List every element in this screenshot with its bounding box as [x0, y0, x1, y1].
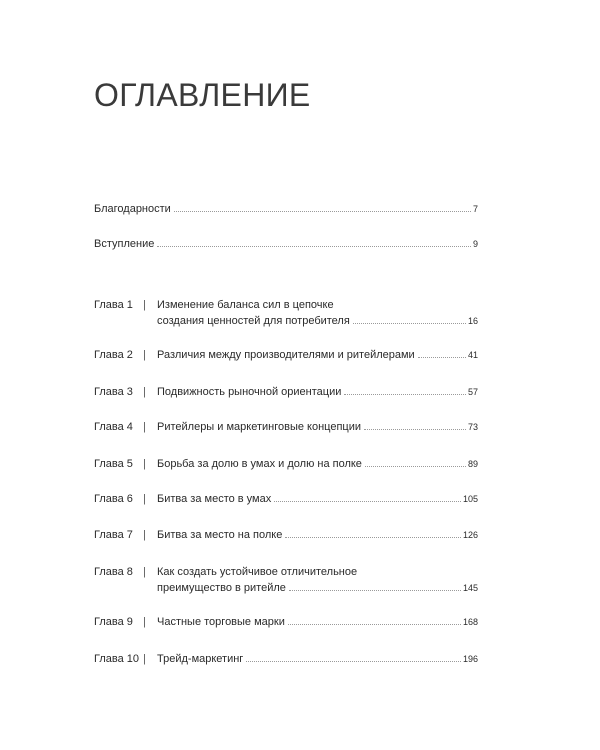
dot-leader [246, 661, 461, 662]
toc-page-number: 9 [472, 239, 478, 249]
chapter-separator: | [143, 616, 146, 628]
chapter-separator: | [143, 299, 146, 311]
dot-leader [353, 323, 466, 324]
chapter-title-row [157, 491, 478, 507]
dot-leader [365, 466, 466, 467]
toc-page-number: 196 [462, 654, 478, 664]
chapter-title-row [157, 313, 478, 329]
dot-leader [157, 246, 471, 247]
toc-page-number: 41 [467, 350, 478, 360]
toc-page-number: 89 [467, 459, 478, 469]
dot-leader [274, 501, 461, 502]
toc-entry-text: Вступление [94, 238, 155, 250]
dot-leader [288, 624, 461, 625]
chapter-title: Подвижность рыночной ориентации [157, 386, 342, 398]
chapter-title: Частные торговые марки [157, 616, 285, 628]
chapter-label: Глава 7 [94, 529, 133, 541]
chapter-label: Глава 9 [94, 616, 133, 628]
chapter-label: Глава 8 [94, 566, 133, 578]
toc-page-number: 73 [467, 422, 478, 432]
chapter-title: Различия между производителями и ритейлерами [157, 349, 415, 361]
page-title: ОГЛАВЛЕНИЕ [94, 77, 311, 113]
toc-page-number: 105 [462, 494, 478, 504]
toc-page-number: 168 [462, 617, 478, 627]
chapter-separator: | [143, 349, 146, 361]
toc-entry-text: Благодарности [94, 203, 171, 215]
toc-page-number: 16 [467, 316, 478, 326]
toc-page-number: 126 [462, 530, 478, 540]
toc-entry-introduction[interactable] [94, 236, 478, 252]
dot-leader [174, 211, 471, 212]
chapter-separator: | [143, 421, 146, 433]
toc-page-number: 57 [467, 387, 478, 397]
chapter-label: Глава 6 [94, 493, 133, 505]
chapter-label: Глава 3 [94, 386, 133, 398]
chapter-separator: | [143, 493, 146, 505]
chapter-title-row [157, 419, 478, 435]
chapter-separator: | [143, 566, 146, 578]
chapter-separator: | [143, 653, 146, 665]
chapter-separator: | [143, 529, 146, 541]
dot-leader [285, 537, 461, 538]
chapter-title-line1: Как создать устойчивое отличительное [157, 566, 358, 578]
chapter-title: Битва за место в умах [157, 493, 272, 505]
chapter-title-row [157, 580, 478, 596]
toc-page-number: 7 [472, 204, 478, 214]
chapter-title: Борьба за долю в умах и долю на полке [157, 458, 362, 470]
chapter-title-line1: Изменение баланса сил в цепочке [157, 299, 334, 311]
chapter-title-row [157, 614, 478, 630]
toc-entry-acknowledgements[interactable] [94, 201, 478, 217]
toc-page-number: 145 [462, 583, 478, 593]
chapter-title: Трейд-маркетинг [157, 653, 244, 665]
chapter-title: преимущество в ритейле [157, 582, 286, 594]
chapter-title-row [157, 527, 478, 543]
chapter-label: Глава 2 [94, 349, 133, 361]
chapter-label: Глава 10 [94, 653, 140, 665]
chapter-title-row [157, 347, 478, 363]
chapter-title-row [157, 456, 478, 472]
chapter-label: Глава 4 [94, 421, 133, 433]
dot-leader [418, 357, 466, 358]
chapter-title-row [157, 651, 478, 667]
chapter-title-row [157, 384, 478, 400]
chapter-label: Глава 5 [94, 458, 133, 470]
chapter-title: Ритейлеры и маркетинговые концепции [157, 421, 361, 433]
chapter-title: создания ценностей для потребителя [157, 315, 350, 327]
chapter-label: Глава 1 [94, 299, 133, 311]
dot-leader [289, 590, 461, 591]
chapter-separator: | [143, 386, 146, 398]
chapter-title: Битва за место на полке [157, 529, 283, 541]
dot-leader [364, 429, 466, 430]
dot-leader [344, 394, 466, 395]
chapter-separator: | [143, 458, 146, 470]
